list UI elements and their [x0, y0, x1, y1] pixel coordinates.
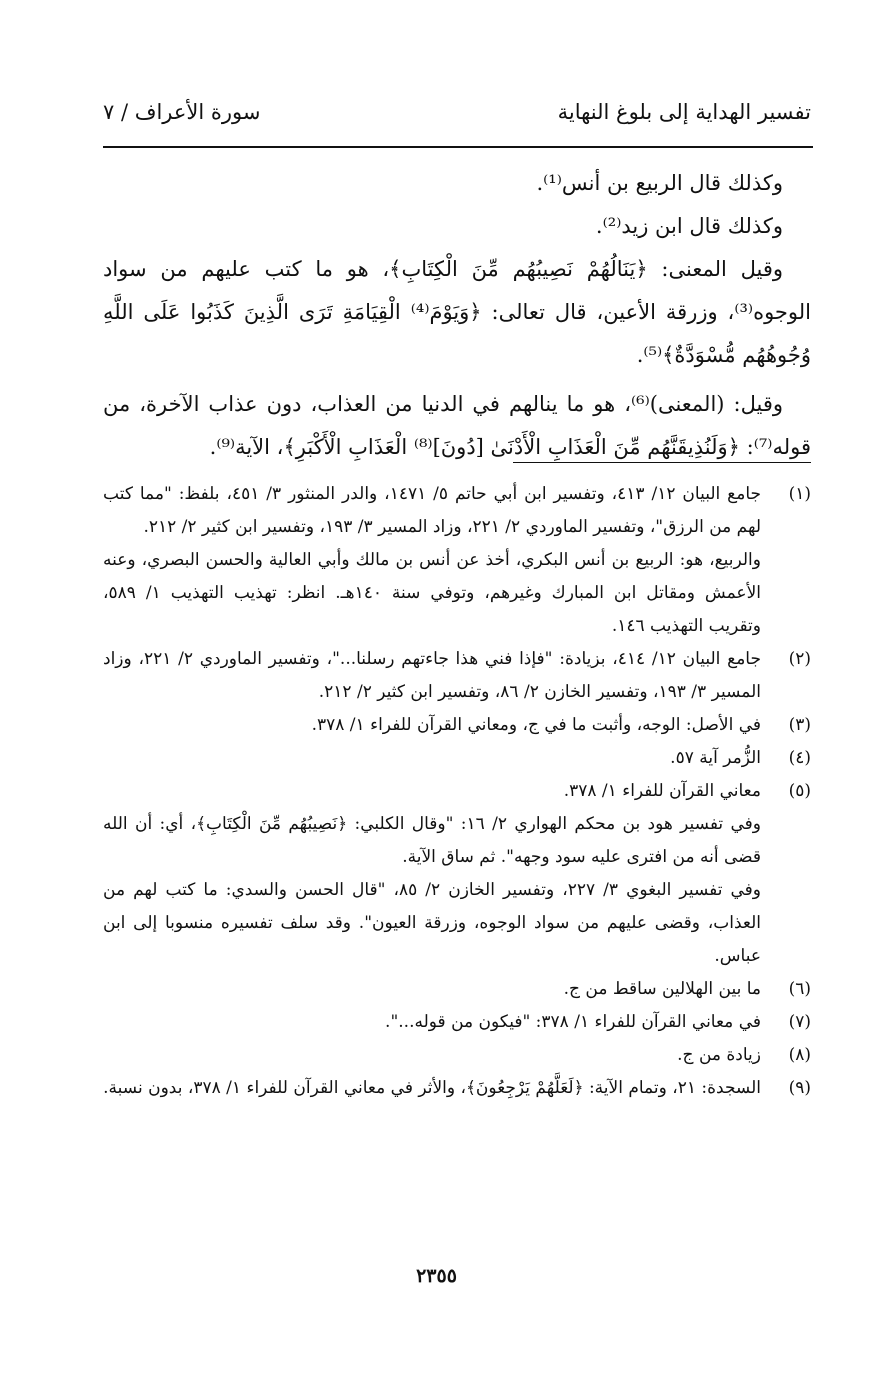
footnote-1 [103, 478, 811, 643]
page-number: ٢٣٥٥ [416, 1265, 457, 1287]
footnote-6 [103, 973, 811, 1006]
main-paragraph-2: وكذلك قال ابن زيد⁽²⁾. [595, 214, 783, 238]
footnote-text: وفي تفسير البغوي ٣/ ٢٢٧، وتفسير الخازن ٢/ ٨٥، "قال الحسن والسدي: ما كتب لهم من العذاب، وقضى عليهم من سواد الوجوه، وزرقة العيون". وقد سلف تفسيره منسوبا إلى ابن عباس. [103, 880, 761, 966]
footnote-text: الزُّمر آية ٥٧. [670, 748, 761, 768]
footnote-text: في معاني القرآن للفراء ١/ ٣٧٨: "فيكون من قوله...". [385, 1012, 761, 1032]
footnote-number: (٤) [788, 748, 811, 768]
footnote-number: (٦) [788, 979, 811, 999]
footnote-number: (١) [788, 484, 811, 504]
footnote-text: والربيع، هو: الربيع بن أنس البكري، أخذ عن أنس بن مالك وأبي العالية والحسن البصري، وعنه الأعمش ومقاتل ابن المبارك وغيرهم، وتوفي سنة ١٤٠هـ. انظر: تهذيب التهذيب ١/ ٥٨٩، وتقريب التهذيب ١٤٦. [103, 550, 761, 636]
footnote-9 [103, 1072, 811, 1105]
footnote-2 [103, 643, 811, 709]
footnote-number: (٣) [788, 715, 811, 735]
footnote-text: السجدة: ٢١، وتمام الآية: ﴿لَعَلَّهُمْ يَرْجِعُونَ﴾، والأثر في معاني القرآن للفراء ١/ ٣٧٨، بدون نسبة. [103, 1078, 761, 1098]
footnote-text: جامع البيان ١٢/ ٤١٣، وتفسير ابن أبي حاتم ٥/ ١٤٧١، والدر المنثور ٣/ ٤٥١، بلفظ: "مما كتب لهم من الرزق"، وتفسير الماوردي ٢/ ٢٢١، وزاد المسير ٣/ ١٩٣، وتفسير ابن كثير ٢/ ٢١٢. [103, 484, 762, 537]
footnote-4 [103, 742, 811, 775]
footnote-text: وفي تفسير هود بن محكم الهواري ٢/ ١٦: "وقال الكلبي: ﴿نَصِيبُهُم مِّنَ الْكِتَابِ﴾، أي: أن الله قضى أنه من افترى عليه سود وجهه". ثم ساق الآية. [103, 814, 761, 867]
footnote-separator [513, 462, 811, 463]
footnote-text: معاني القرآن للفراء ١/ ٣٧٨. [563, 781, 761, 801]
footnote-text: زيادة من ج. [677, 1045, 761, 1065]
footnote-7 [103, 1006, 811, 1039]
footnote-8 [103, 1039, 811, 1072]
footnote-number: (٢) [788, 649, 811, 669]
book-title: تفسير الهداية إلى بلوغ النهاية [557, 100, 811, 124]
main-paragraph-1: وكذلك قال الربيع بن أنس⁽¹⁾. [536, 171, 783, 195]
footnote-3 [103, 709, 811, 742]
main-paragraph-3: وقيل المعنى: ﴿يَنَالُهُمْ نَصِيبُهُم مِّنَ الْكِتَابِ﴾، هو ما كتب عليهم من سواد الوجوه⁽³⁾، وزرقة الأعين، قال تعالى: ﴿وَيَوْمَ⁽⁴⁾ الْقِيَامَةِ تَرَى الَّذِينَ كَذَبُوا عَلَى اللَّهِ وُجُوهُهُم مُّسْوَدَّةٌ﴾⁽⁵⁾. [103, 257, 811, 367]
footnote-number: (٩) [788, 1078, 811, 1098]
footnote-5 [103, 775, 811, 973]
footnotes [103, 478, 811, 1105]
page-header [103, 100, 811, 140]
footnote-number: (٨) [788, 1045, 811, 1065]
footnote-number: (٥) [788, 781, 811, 801]
footnote-number: (٧) [788, 1012, 811, 1032]
main-paragraph-4: وقيل: (المعنى)⁽⁶⁾، هو ما ينالهم في الدنيا من العذاب، دون عذاب الآخرة، من قوله⁽⁷⁾: ﴿وَلَنُذِيقَنَّهُم مِّنَ الْعَذَابِ الْأَدْنَىٰ [دُونَ]⁽⁸⁾ الْعَذَابِ الْأَكْبَرِ﴾، الآية⁽⁹⁾. [103, 392, 811, 459]
surah-title: سورة الأعراف / ٧ [103, 100, 261, 124]
footnote-text: ما بين الهلالين ساقط من ج. [563, 979, 761, 999]
footnote-text: جامع البيان ١٢/ ٤١٤، بزيادة: "فإذا فني هذا جاءتهم رسلنا..."، وتفسير الماوردي ٢/ ٢٢١، وزاد المسير ٣/ ١٩٣، وتفسير الخازن ٢/ ٨٦، وتفسير ابن كثير ٢/ ٢١٢. [103, 649, 761, 702]
main-text [103, 162, 811, 469]
footnote-text: في الأصل: الوجه، وأثبت ما في ج، ومعاني القرآن للفراء ١/ ٣٧٨. [311, 715, 761, 735]
header-rule [103, 146, 813, 148]
